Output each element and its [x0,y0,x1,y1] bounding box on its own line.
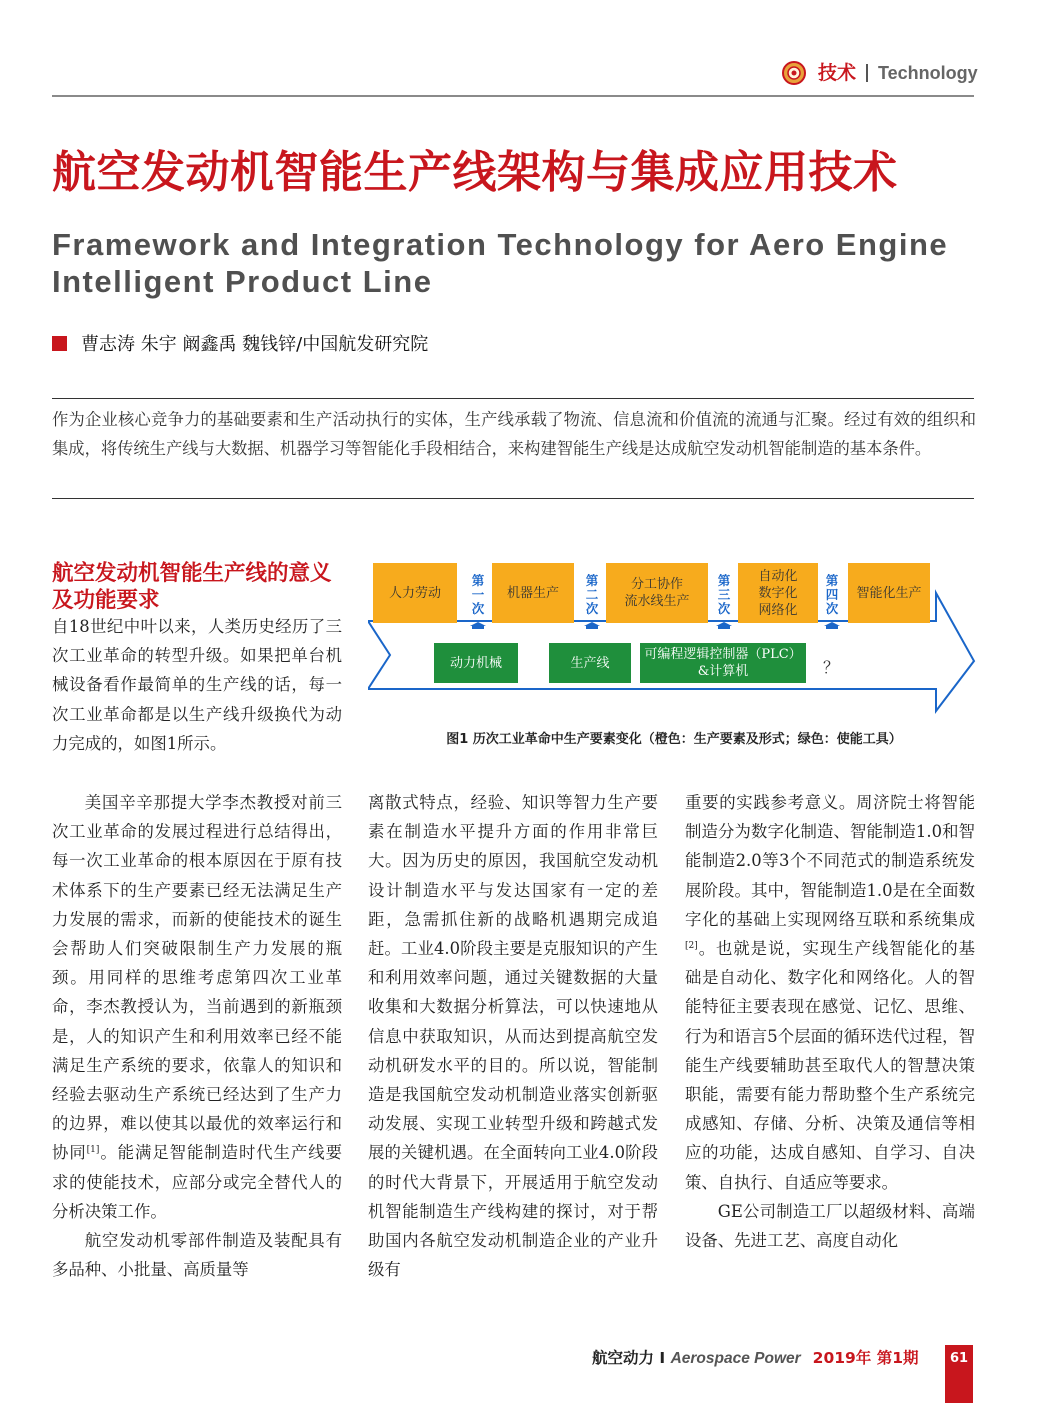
revolution-label-2: 第二次 [585,573,599,616]
footer: 航空动力 I Aerospace Power 2019年 第1期 [592,1349,919,1367]
section-label-cn: 技术 [818,62,857,84]
enabler-box-3: 可编程逻辑控制器（PLC） &计算机 [640,643,806,683]
authors-line [52,333,428,357]
journal-name-cn: 航空动力 [592,1349,655,1367]
paragraph-3-start: 航空发动机零部件制造及装配具有多品种、小批量、高质量等 [52,1231,342,1280]
paragraph-4: GE公司制造工厂以超级材料、高端设备、先进工艺、高度自动化 [685,1201,975,1251]
column-2: 离散式特点，经验、知识等智力生产要素在制造水平提升方面的作用非常巨大。因为历史的原因，我国航空发动机设计制造水平与发达国家有一定的差距，急需抓住新的战略机遇期完成追赶。工业4.0阶段主要是克服知识的产生和利用效率问题，通过关键数据的大量收集和大数据分析算法，可以快速地从信息中获取知识，从而达到提高航空发动机研发水平的目的。所以说，智能制造是我国航空发动机制造业落实创新驱动发展、实现工业转型升级和跨越式发展的关键机遇。在全面转向工业4.0阶段的时代大背景下，开展适用于航空发动机智能制造生产线构建的探讨，对于帮助国内各航空发动机制造企业的产业升级有 [368,793,658,1280]
header-rule [52,95,974,97]
column-1-top [52,612,342,758]
revolution-label-1: 第一次 [471,573,485,616]
revolution-label-3: 第三次 [717,573,731,616]
enabler-box-2: 生产线 [549,643,631,683]
figure-caption: 图1 历次工业革命中生产要素变化（橙色：生产要素及形式；绿色：使能工具） [446,732,902,747]
journal-emblem-icon [781,60,807,86]
revolution-label-4: 第四次 [825,573,839,616]
abstract-top-rule [52,398,974,399]
abstract-bottom-rule [52,498,974,499]
factor-box-3: 分工协作 流水线生产 [606,563,708,623]
title-cn: 航空发动机智能生产线架构与集成应用技术 [52,147,898,198]
page-number: 61 [945,1345,973,1403]
red-square-icon [52,336,67,351]
column-3: 重要的实践参考意义。周济院士将智能制造分为数字化制造、智能制造1.0和智能制造2.0等3个不同范式的制造系统发展阶段。其中，智能制造1.0是在全面数字化的基础上实现网络互联和系统集成[2]。也就是说，实现生产线智能化的基础是自动化、数字化和网络化。人的智能特征主要表现在感觉、记忆、思维、行为和语言5个层面的循环迭代过程，智能生产线要辅助甚至取代人的智慧决策职能，需要有能力帮助整个生产系统完成感知、存储、分析、决策及通信等相应的功能，达成自感知、自学习、自决策、自执行、自适应等要求。 GE公司制造工厂以超级材料、高端设备、先进工艺、高度自动化 [685,788,975,1255]
paragraph-2: 美国辛辛那提大学李杰教授对前三次工业革命的发展过程进行总结得出，每一次工业革命的根本原因在于原有技术体系下的生产要素已经无法满足生产力发展的需求，而新的使能技术的诞生会帮助人们突破限制生产力发展的瓶颈。用同样的思维考虑第四次工业革命，李杰教授认为，当前遇到的新瓶颈是，人的知识产生和利用效率已经不能满足生产系统的要求，依靠人的知识和经验去驱动生产系统已经达到了生产力的边界，难以使其以最优的效率运行和协同[1]。能满足智能制造时代生产线要求的使能技术，应部分或完全替代人的分析决策工作。 [52,793,342,1221]
factor-box-4: 自动化 数字化 网络化 [738,563,818,623]
citation-1: [1] [86,1145,100,1156]
abstract: 作为企业核心竞争力的基础要素和生产活动执行的实体，生产线承载了物流、信息流和价值流的流通与汇聚。经过有效的组织和集成，将传统生产线与大数据、机器学习等智能化手段相结合，来构建智能生产线是达成航空发动机智能制造的基本条件。 [52,410,976,458]
figure-1 [368,555,980,723]
journal-name-en: Aerospace Power [670,1350,801,1367]
factor-box-1: 人力劳动 [373,563,457,623]
column-1 [52,788,342,1284]
title-en: Framework and Integration Technology for Aero Engine Intelligent Product Line [52,227,949,299]
authors: 曹志涛 朱宇 阚鑫禹 魏钱锌/中国航发研究院 [81,334,429,355]
factor-box-5: 智能化生产 [848,563,930,623]
header-separator [866,64,868,82]
factor-box-2: 机器生产 [492,563,574,623]
issue: 2019年 第1期 [812,1349,919,1367]
enabler-box-1: 动力机械 [434,643,518,683]
unknown-enabler: ？ [823,658,840,677]
section-label-en: Technology [878,63,978,83]
section-heading: 航空发动机智能生产线的意义及功能要求 [52,561,332,613]
paragraph-1: 自18世纪中叶以来，人类历史经历了三次工业革命的转型升级。如果把单台机械设备看作最简单的生产线的话，每一次工业革命都是以生产线升级换代为动力完成的，如图1所示。 [52,617,342,753]
citation-2: [2] [685,941,698,952]
